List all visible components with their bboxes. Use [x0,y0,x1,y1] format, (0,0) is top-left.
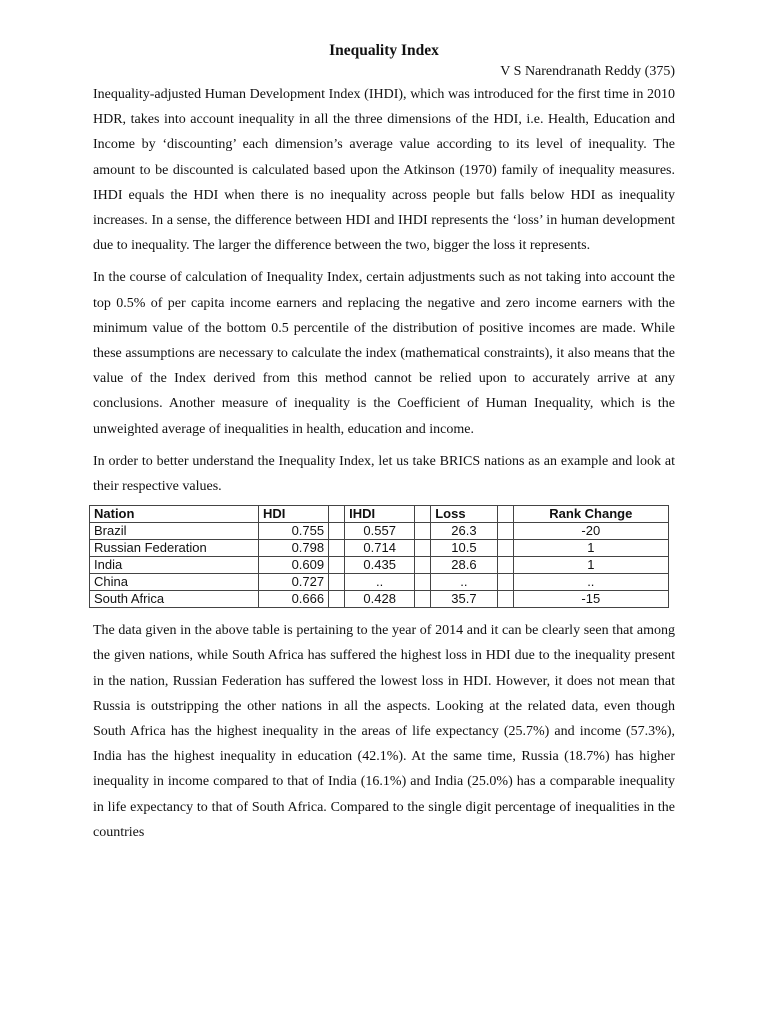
cell-hdi: 0.755 [259,523,329,540]
table-row [90,540,669,557]
header-nation: Nation [90,506,259,523]
table-row [90,557,669,574]
spacer-cell [415,591,431,608]
cell-ihdi: .. [345,574,415,591]
paragraph-analysis: The data given in the above table is pertaining to the year of 2014 and it can be clearly seen that among the given nations, while South Africa has suffered the highest loss in HDI due to the inequality present in the nation, Russian Federation has suffered the lowest loss in HDI. However, it does not mean that Russia is outstripping the other nations in all the aspects. Looking at the related data, even though South Africa has the highest inequality in the areas of life expectancy (25.7%) and income (57.3%), India has the highest inequality in education (42.1%). At the same time, Russia (18.7%) has higher inequality in income compared to that of India (16.1%) and India (25.0%) has a comparable inequality in life expectancy to that of South Africa. Compared to the single digit percentage of inequalities in the countries [93,623,675,840]
cell-loss: 26.3 [431,523,497,540]
header-loss: Loss [431,506,497,523]
paragraph-ihdi-intro: Inequality-adjusted Human Development Index (IHDI), which was introduced for the first time in 2010 HDR, takes into account inequality in all the three dimensions of the HDI, i.e. Health, Education and Income by ‘discounting’ each dimension’s average value according to its level of inequality. The amount to be discounted is calculated based upon the Atkinson (1970) family of inequality measures. IHDI equals the HDI when there is no inequality across people but falls below HDI as inequality increases. In a sense, the difference between HDI and IHDI represents the ‘loss’ in human development due to inequality. The larger the difference between the two, bigger the loss it represents. [93,87,675,254]
paragraph-brics-intro: In order to better understand the Inequality Index, let us take BRICS nations as an example and look at their respective values. [93,453,675,495]
spacer-cell [497,574,513,591]
header-hdi: HDI [259,506,329,523]
cell-nation: South Africa [90,591,259,608]
table-header-row [90,506,669,523]
spacer-cell [329,557,345,574]
cell-ihdi: 0.557 [345,523,415,540]
spacer-cell [415,523,431,540]
header-ihdi: IHDI [345,506,415,523]
spacer-cell [497,557,513,574]
cell-nation: Russian Federation [90,540,259,557]
cell-nation: China [90,574,259,591]
cell-hdi: 0.798 [259,540,329,557]
cell-hdi: 0.666 [259,591,329,608]
header-rank-change: Rank Change [513,506,668,523]
cell-ihdi: 0.435 [345,557,415,574]
author-line: V S Narendranath Reddy (375) [500,64,675,79]
cell-loss: .. [431,574,497,591]
cell-rank-change: 1 [513,557,668,574]
spacer-cell [415,574,431,591]
spacer-cell [329,506,345,523]
cell-loss: 35.7 [431,591,497,608]
spacer-cell [329,574,345,591]
table-row [90,591,669,608]
cell-nation: India [90,557,259,574]
spacer-cell [497,540,513,557]
cell-loss: 28.6 [431,557,497,574]
document-title: Inequality Index [329,42,439,59]
cell-nation: Brazil [90,523,259,540]
cell-ihdi: 0.428 [345,591,415,608]
table-row [90,574,669,591]
paragraph-calculation: In the course of calculation of Inequality Index, certain adjustments such as not taking into account the top 0.5% of per capita income earners and replacing the negative and zero income earners with the minimum value of the bottom 0.5 percentile of the distribution of positive incomes are made. While these assumptions are necessary to calculate the index (mathematical constraints), it also means that the value of the Index derived from this method cannot be relied upon to accurately arrive at any conclusions. Another measure of inequality is the Coefficient of Human Inequality, which is the unweighted average of inequalities in health, education and income. [93,270,675,437]
spacer-cell [329,523,345,540]
cell-rank-change: -20 [513,523,668,540]
cell-rank-change: .. [513,574,668,591]
spacer-cell [497,523,513,540]
spacer-cell [415,506,431,523]
brics-table [89,505,669,608]
spacer-cell [415,540,431,557]
cell-ihdi: 0.714 [345,540,415,557]
spacer-cell [329,540,345,557]
spacer-cell [415,557,431,574]
spacer-cell [329,591,345,608]
cell-hdi: 0.727 [259,574,329,591]
spacer-cell [497,506,513,523]
cell-hdi: 0.609 [259,557,329,574]
spacer-cell [497,591,513,608]
document-page [93,40,675,845]
table-row [90,523,669,540]
cell-loss: 10.5 [431,540,497,557]
cell-rank-change: 1 [513,540,668,557]
cell-rank-change: -15 [513,591,668,608]
